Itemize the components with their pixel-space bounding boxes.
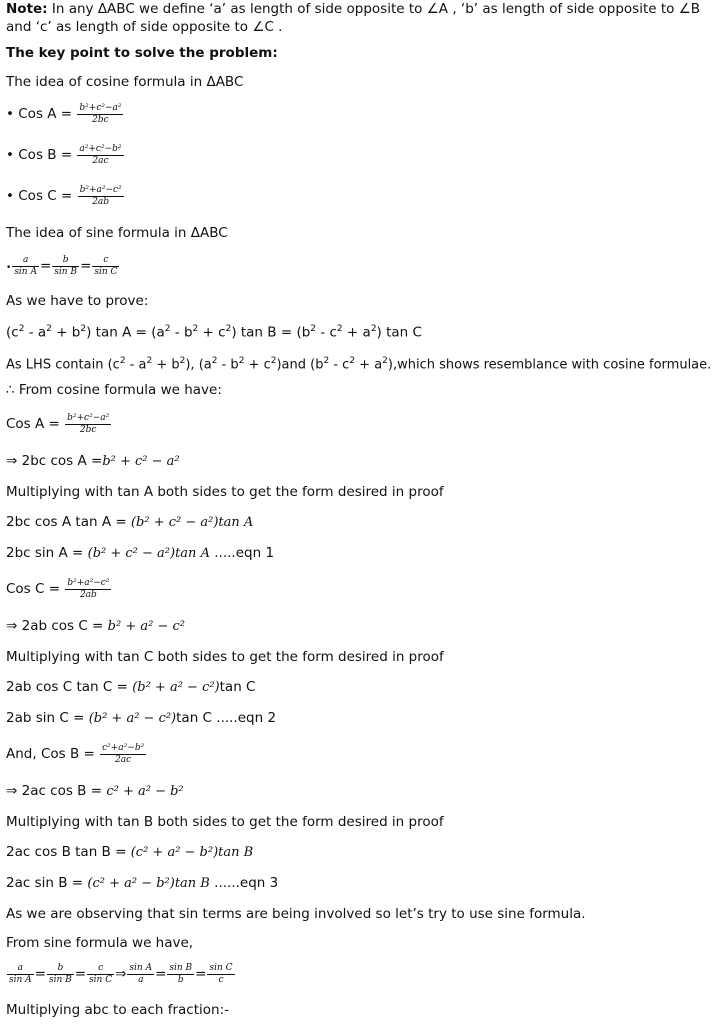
sq: 2 (119, 356, 126, 366)
denominator: 2ab (79, 589, 97, 600)
lhs-part: - c (329, 357, 350, 373)
sine-frac-c-num: c (92, 255, 119, 267)
sq: 2 (310, 324, 317, 334)
step-2bc-cos (6, 452, 724, 471)
lhs-part: As LHS contain (c (6, 357, 120, 373)
sine-frac-b-num: b (52, 255, 79, 267)
cos-a-denominator: 2bc (92, 114, 109, 125)
cosine-idea-text: The idea of cosine formula in ΔABC (6, 74, 244, 90)
step-2ac-cos-tan (6, 843, 724, 862)
sq: 2 (382, 356, 388, 366)
observing-text: As we are observing that sin terms are being involved so let’s try to use sine formula. (6, 906, 586, 922)
sine-bullet: • (6, 263, 12, 273)
lhs-part: ),which shows resemblance with cosine formulae. (387, 357, 712, 373)
prove-part: (c (6, 324, 19, 341)
sine-frac-a-den: sin A (14, 266, 37, 277)
sq: 2 (270, 356, 277, 366)
sine-frac-b (52, 255, 79, 278)
step-2ab-cos (6, 617, 724, 636)
prove-part: - b (170, 324, 193, 341)
step-2ac-sin-eqn3 (6, 874, 724, 893)
step-rhs: (b² + a² − c²) (88, 711, 177, 726)
step-2ac-cos (6, 782, 724, 801)
multiplying-abc-text: Multiplying abc to each fraction:- (6, 1002, 230, 1018)
eq-sign: = (155, 966, 167, 982)
step-rhs: b² + c² − a² (102, 454, 180, 469)
multiply-tan-b-text: Multiplying with tan B both sides to get the form desired in proof (6, 814, 444, 830)
numerator: b (47, 963, 74, 975)
chain-frac (207, 963, 234, 986)
sq: 2 (179, 356, 186, 366)
step-2ab-sin-eqn2 (6, 709, 724, 728)
eq-sign: = (80, 258, 92, 274)
prove-part: ) tan C (376, 324, 422, 341)
numerator: c²+a²−b² (102, 742, 145, 753)
cos-b-denominator: 2ac (92, 155, 109, 166)
sq: 2 (164, 324, 171, 334)
lhs-part: + a (355, 357, 383, 373)
denominator: c (218, 974, 224, 985)
step-2bc-sin-eqn1 (6, 544, 724, 563)
sq: 2 (370, 324, 377, 334)
step-lhs: 2bc sin A = (6, 545, 88, 561)
denominator: a (138, 974, 144, 985)
step-lhs: 2ac sin B = (6, 875, 88, 891)
cos-a-again-fraction (65, 413, 111, 436)
numerator: b²+c²−a² (67, 412, 110, 423)
sq: 2 (146, 356, 153, 366)
step-lhs: 2ab cos C tan C = (6, 679, 133, 695)
prove-part: + c (198, 324, 226, 341)
sine-frac-c (92, 255, 119, 278)
numerator: sin A (129, 962, 153, 973)
sine-frac-a (12, 255, 39, 278)
cos-a-numerator: b²+c²−a² (79, 102, 122, 113)
step-rhs-tail: tan C (219, 679, 256, 695)
step-rhs: (c² + a² − b²)tan B (130, 845, 254, 860)
note-label: Note: (6, 1, 48, 17)
eq-sign: = (195, 966, 207, 982)
denominator: 2ac (115, 754, 132, 765)
cos-b-line-lhs: And, Cos B = (6, 746, 100, 762)
step-rhs: b² + a² − c² (107, 619, 185, 634)
step-rhs: (b² + c² − a²)tan A (87, 546, 210, 561)
denominator: 2bc (79, 424, 97, 435)
cos-c-numerator: b²+a²−c² (79, 184, 122, 195)
sq: 2 (323, 356, 330, 366)
eqn-tag: .....eqn 1 (209, 545, 275, 561)
lhs-part: - b (217, 357, 239, 373)
denominator: sin A (9, 974, 32, 985)
sine-frac-b-den: sin B (54, 266, 78, 277)
step-rhs: (b² + a² − c²) (132, 680, 220, 695)
prove-part: ) tan B = (b (231, 324, 311, 341)
sq: 2 (46, 324, 52, 334)
cos-c-again-lhs: Cos C = (6, 581, 65, 597)
lhs-part: - a (125, 357, 147, 373)
numerator: sin B (169, 962, 193, 973)
lhs-contain-text (6, 352, 724, 374)
lhs-part: + b (152, 357, 180, 373)
cos-c-fraction (78, 185, 124, 208)
prove-part: ) tan A = (a (86, 324, 165, 341)
numerator: a (7, 963, 34, 975)
step-lhs: ⇒ 2ab cos C = (6, 618, 108, 634)
cos-b-formula (6, 142, 724, 168)
implies-arrow: ⇒ (115, 966, 127, 982)
denominator: sin C (89, 974, 113, 985)
lhs-part: ), (a (185, 357, 212, 373)
denominator: b (177, 974, 184, 985)
step-lhs: 2bc cos A tan A = (6, 514, 131, 530)
chain-frac (87, 963, 114, 986)
step-rhs: c² + a² − b² (106, 784, 184, 799)
cos-b-line (6, 741, 724, 767)
step-lhs: 2ac cos B tan B = (6, 844, 131, 860)
sine-formula (6, 252, 724, 280)
sq: 2 (336, 324, 343, 334)
eq-sign: = (39, 258, 52, 274)
multiply-tan-c-text: Multiplying with tan C both sides to get the form desired in proof (6, 649, 444, 665)
cos-a-again-lhs: Cos A = (6, 416, 65, 432)
chain-frac (7, 963, 34, 986)
to-prove-equation (6, 320, 724, 342)
cos-b-line-fraction (100, 743, 146, 766)
numerator: c (87, 963, 114, 975)
cos-c-formula (6, 183, 724, 209)
sq: 2 (80, 324, 87, 334)
chain-frac (127, 963, 154, 986)
sq: 2 (192, 324, 199, 334)
cos-b-numerator: a²+c²−b² (79, 143, 122, 154)
step-rhs-tail: tan C .....eqn 2 (176, 710, 277, 726)
therefore-line: ∴ From cosine formula we have: (6, 382, 222, 398)
chain-frac (167, 963, 194, 986)
cos-c-denominator: 2ab (92, 196, 110, 207)
cos-c-again-fraction (65, 578, 111, 601)
prove-part: + b (51, 324, 81, 341)
sine-frac-a-num: a (12, 255, 39, 267)
prove-part: - a (24, 324, 47, 341)
eq-sign: = (74, 966, 87, 982)
sine-frac-c-den: sin C (94, 266, 118, 277)
multiply-tan-a-text: Multiplying with tan A both sides to get the form desired in proof (6, 484, 444, 500)
key-point-heading: The key point to solve the problem: (6, 45, 278, 61)
denominator: sin B (48, 974, 72, 985)
step-2bc-cos-tan (6, 513, 724, 532)
cos-c-again (6, 576, 724, 602)
cos-a-again (6, 411, 724, 437)
sine-chain (6, 960, 724, 988)
step-lhs: ⇒ 2bc cos A = (6, 453, 103, 469)
step-rhs: (c² + a² − b²)tan B (87, 876, 210, 891)
sq: 2 (18, 324, 25, 334)
note-text: In any ΔABC we define ‘a’ as length of side opposite to ∠A , ‘b’ as length of side opposite to ∠B and ‘c’ as length of side opposite to ∠C . (6, 1, 701, 35)
as-we-prove-text: As we have to prove: (6, 293, 149, 309)
numerator: b²+a²−c² (67, 577, 110, 588)
sq: 2 (238, 356, 245, 366)
prove-part: - c (316, 324, 337, 341)
step-lhs: 2ab sin C = (6, 710, 89, 726)
cos-b-fraction (77, 144, 123, 167)
sine-idea-text: The idea of sine formula in ΔABC (6, 225, 228, 241)
prove-part: + a (342, 324, 371, 341)
cos-a-lhs: • Cos A = (6, 106, 77, 122)
lhs-part: + c (244, 357, 271, 373)
sq: 2 (349, 356, 356, 366)
cos-a-formula (6, 101, 724, 127)
step-2ab-cos-tan (6, 678, 724, 697)
lhs-part: )and (b (276, 357, 324, 373)
cos-a-fraction (77, 103, 123, 126)
from-sine-text: From sine formula we have, (6, 935, 194, 951)
cos-c-lhs: • Cos C = (6, 188, 77, 204)
chain-frac (47, 963, 74, 986)
cos-b-lhs: • Cos B = (6, 147, 77, 163)
eqn-tag: ......eqn 3 (209, 875, 279, 891)
sq: 2 (211, 356, 218, 366)
step-lhs: ⇒ 2ac cos B = (6, 783, 107, 799)
eq-sign: = (34, 966, 46, 982)
note-paragraph (6, 0, 724, 36)
step-rhs: (b² + c² − a²)tan A (130, 515, 254, 530)
numerator: sin C (209, 962, 233, 973)
sq: 2 (225, 324, 232, 334)
